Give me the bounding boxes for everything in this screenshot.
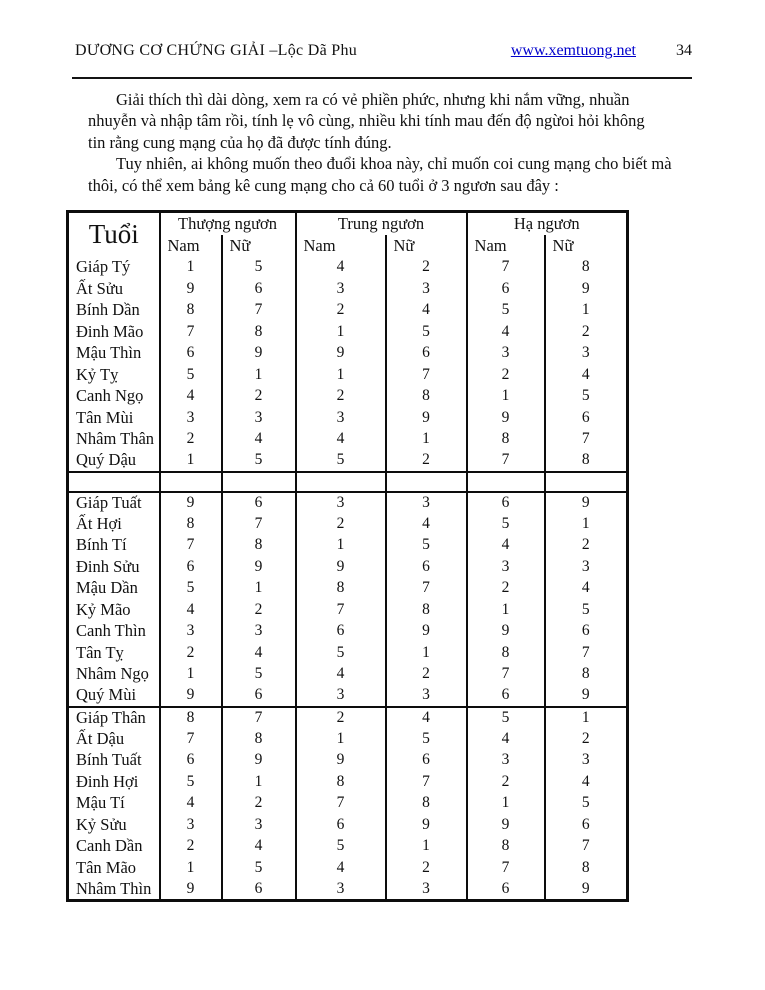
value-cell: 1 (545, 300, 628, 322)
value-cell: 6 (545, 814, 628, 836)
value-cell: 4 (545, 364, 628, 386)
year-cell: Tân Mão (68, 857, 160, 879)
value-cell: 9 (222, 556, 296, 578)
value-cell: 3 (545, 750, 628, 772)
year-cell: Tân Tỵ (68, 642, 160, 664)
value-cell: 8 (386, 793, 467, 815)
value-cell: 5 (160, 364, 222, 386)
value-cell: 1 (160, 257, 222, 279)
value-cell: 4 (222, 836, 296, 858)
value-cell: 2 (296, 386, 386, 408)
table-row (68, 664, 628, 686)
year-cell: Nhâm Ngọ (68, 664, 160, 686)
table-head (68, 212, 628, 257)
year-cell: Nhâm Thân (68, 429, 160, 451)
value-cell: 5 (222, 857, 296, 879)
table-body (68, 257, 628, 901)
value-cell: 7 (467, 857, 545, 879)
table-row (68, 707, 628, 729)
value-cell: 5 (160, 771, 222, 793)
table-row (68, 321, 628, 343)
value-cell: 8 (222, 535, 296, 557)
table-row (68, 386, 628, 408)
value-cell: 6 (386, 343, 467, 365)
value-cell: 8 (296, 771, 386, 793)
paragraph-1-line-1: Giải thích thì dài dòng, xem ra có vẻ phiền phức, nhưng khi nắm vững, nhuần (116, 90, 630, 109)
value-cell: 9 (296, 556, 386, 578)
value-cell: 6 (160, 750, 222, 772)
value-cell: 1 (467, 386, 545, 408)
nam-header: Nam (467, 235, 545, 257)
value-cell: 2 (222, 386, 296, 408)
table-row (68, 429, 628, 451)
spacer-cell (296, 472, 386, 492)
value-cell: 3 (545, 556, 628, 578)
year-cell: Mậu Thìn (68, 343, 160, 365)
value-cell: 8 (386, 599, 467, 621)
year-cell: Canh Dần (68, 836, 160, 858)
table-row (68, 836, 628, 858)
value-cell: 7 (160, 321, 222, 343)
value-cell: 7 (545, 429, 628, 451)
year-cell: Bính Tuất (68, 750, 160, 772)
value-cell: 4 (467, 728, 545, 750)
value-cell: 5 (160, 578, 222, 600)
year-cell: Nhâm Thìn (68, 879, 160, 901)
value-cell: 8 (222, 321, 296, 343)
value-cell: 4 (545, 578, 628, 600)
year-cell: Kỷ Tỵ (68, 364, 160, 386)
value-cell: 6 (467, 492, 545, 514)
spacer-cell (545, 472, 628, 492)
table-row (68, 407, 628, 429)
value-cell: 8 (467, 836, 545, 858)
value-cell: 2 (386, 257, 467, 279)
value-cell: 3 (160, 814, 222, 836)
value-cell: 9 (467, 814, 545, 836)
value-cell: 9 (467, 407, 545, 429)
value-cell: 1 (296, 535, 386, 557)
nu-header: Nữ (386, 235, 467, 257)
value-cell: 6 (545, 407, 628, 429)
year-cell: Canh Thìn (68, 621, 160, 643)
value-cell: 1 (160, 857, 222, 879)
value-cell: 5 (222, 257, 296, 279)
value-cell: 2 (467, 364, 545, 386)
value-cell: 6 (545, 621, 628, 643)
paragraph-1-line-2: nhuyễn và nhập tâm rồi, tính lẹ vô cùng, nhiều khi tính mau đến độ ngừoi hỏi không (88, 111, 645, 131)
value-cell: 7 (160, 728, 222, 750)
table-row (68, 535, 628, 557)
value-cell: 2 (296, 707, 386, 729)
value-cell: 5 (222, 450, 296, 472)
age-column-header: Tuổi (68, 212, 160, 257)
value-cell: 1 (386, 429, 467, 451)
value-cell: 8 (545, 257, 628, 279)
value-cell: 2 (386, 450, 467, 472)
value-cell: 5 (222, 664, 296, 686)
table-row (68, 599, 628, 621)
value-cell: 9 (160, 492, 222, 514)
value-cell: 5 (386, 535, 467, 557)
value-cell: 4 (467, 535, 545, 557)
value-cell: 9 (545, 278, 628, 300)
value-cell: 3 (296, 492, 386, 514)
table-row (68, 879, 628, 901)
value-cell: 5 (296, 450, 386, 472)
year-cell: Ất Sửu (68, 278, 160, 300)
year-cell: Kỷ Sửu (68, 814, 160, 836)
value-cell: 9 (160, 685, 222, 707)
value-cell: 8 (545, 857, 628, 879)
value-cell: 6 (386, 556, 467, 578)
nam-header: Nam (296, 235, 386, 257)
value-cell: 6 (222, 278, 296, 300)
value-cell: 7 (222, 513, 296, 535)
year-cell: Giáp Tuất (68, 492, 160, 514)
value-cell: 9 (386, 814, 467, 836)
year-cell: Ất Dậu (68, 728, 160, 750)
value-cell: 3 (545, 343, 628, 365)
table-row (68, 343, 628, 365)
value-cell: 9 (160, 879, 222, 901)
value-cell: 9 (545, 685, 628, 707)
value-cell: 3 (296, 407, 386, 429)
paragraph-2-line-2: thôi, có thể xem bảng kê cung mạng cho cả 60 tuổi ở 3 ngươn sau đây : (88, 175, 559, 195)
value-cell: 3 (467, 343, 545, 365)
year-cell: Mậu Tí (68, 793, 160, 815)
value-cell: 9 (160, 278, 222, 300)
table-row (68, 556, 628, 578)
value-cell: 6 (160, 556, 222, 578)
value-cell: 8 (160, 707, 222, 729)
value-cell: 2 (222, 599, 296, 621)
value-cell: 1 (222, 364, 296, 386)
group-header-row (68, 212, 628, 235)
value-cell: 9 (545, 492, 628, 514)
year-cell: Ất Hợi (68, 513, 160, 535)
value-cell: 6 (222, 879, 296, 901)
value-cell: 8 (222, 728, 296, 750)
value-cell: 4 (386, 300, 467, 322)
value-cell: 7 (386, 771, 467, 793)
value-cell: 7 (296, 599, 386, 621)
ha-nguon-header: Hạ ngươn (467, 212, 628, 235)
year-cell: Quý Mùi (68, 685, 160, 707)
value-cell: 1 (296, 321, 386, 343)
table-row (68, 300, 628, 322)
value-cell: 4 (160, 386, 222, 408)
value-cell: 5 (467, 300, 545, 322)
value-cell: 4 (545, 771, 628, 793)
page-header (75, 42, 692, 60)
table-row (68, 814, 628, 836)
value-cell: 8 (160, 513, 222, 535)
table-row (68, 685, 628, 707)
value-cell: 6 (160, 343, 222, 365)
year-cell: Đinh Mão (68, 321, 160, 343)
value-cell: 1 (222, 578, 296, 600)
table-row (68, 278, 628, 300)
value-cell: 1 (160, 664, 222, 686)
value-cell: 6 (467, 685, 545, 707)
value-cell: 1 (222, 771, 296, 793)
trung-nguon-header: Trung ngươn (296, 212, 467, 235)
value-cell: 3 (222, 407, 296, 429)
value-cell: 4 (296, 429, 386, 451)
value-cell: 2 (386, 664, 467, 686)
table-row (68, 793, 628, 815)
value-cell: 4 (296, 664, 386, 686)
table-row (68, 578, 628, 600)
year-cell: Tân Mùi (68, 407, 160, 429)
value-cell: 1 (386, 642, 467, 664)
thuong-nguon-header: Thượng ngươn (160, 212, 296, 235)
value-cell: 2 (296, 513, 386, 535)
year-cell: Đinh Hợi (68, 771, 160, 793)
value-cell: 1 (296, 728, 386, 750)
value-cell: 9 (296, 750, 386, 772)
value-cell: 2 (545, 535, 628, 557)
value-cell: 3 (222, 814, 296, 836)
value-cell: 8 (160, 300, 222, 322)
spacer-cell (160, 472, 222, 492)
table-row (68, 513, 628, 535)
value-cell: 4 (160, 599, 222, 621)
spacer-cell (467, 472, 545, 492)
value-cell: 9 (545, 879, 628, 901)
value-cell: 8 (545, 664, 628, 686)
table-row (68, 364, 628, 386)
spacer-cell (222, 472, 296, 492)
value-cell: 1 (160, 450, 222, 472)
value-cell: 4 (222, 429, 296, 451)
year-cell: Kỷ Mão (68, 599, 160, 621)
value-cell: 5 (545, 386, 628, 408)
header-divider (72, 77, 692, 79)
year-cell: Quý Dậu (68, 450, 160, 472)
value-cell: 4 (386, 513, 467, 535)
value-cell: 2 (545, 728, 628, 750)
value-cell: 2 (386, 857, 467, 879)
value-cell: 5 (545, 793, 628, 815)
value-cell: 5 (545, 599, 628, 621)
paragraph-1-line-3: tin rằng cung mạng của họ đã được tính đúng. (88, 132, 392, 152)
value-cell: 3 (467, 750, 545, 772)
year-cell: Mậu Dần (68, 578, 160, 600)
value-cell: 8 (296, 578, 386, 600)
nam-header: Nam (160, 235, 222, 257)
value-cell: 3 (296, 278, 386, 300)
value-cell: 9 (222, 343, 296, 365)
value-cell: 3 (296, 685, 386, 707)
value-cell: 1 (386, 836, 467, 858)
table-row (68, 621, 628, 643)
nu-header: Nữ (222, 235, 296, 257)
value-cell: 7 (467, 257, 545, 279)
value-cell: 7 (296, 793, 386, 815)
value-cell: 3 (386, 278, 467, 300)
nu-header: Nữ (545, 235, 628, 257)
value-cell: 6 (386, 750, 467, 772)
value-cell: 9 (222, 750, 296, 772)
value-cell: 1 (545, 513, 628, 535)
value-cell: 4 (386, 707, 467, 729)
spacer-cell (386, 472, 467, 492)
table-row (68, 257, 628, 279)
year-cell: Bính Dần (68, 300, 160, 322)
value-cell: 2 (467, 771, 545, 793)
value-cell: 2 (160, 429, 222, 451)
value-cell: 7 (467, 450, 545, 472)
value-cell: 6 (222, 492, 296, 514)
value-cell: 1 (296, 364, 386, 386)
cung-mang-table (66, 210, 629, 902)
table-row (68, 450, 628, 472)
paragraph-2-line-1: Tuy nhiên, ai không muốn theo đuổi khoa này, chỉ muốn coi cung mạng cho biết mà (116, 154, 672, 174)
value-cell: 9 (386, 621, 467, 643)
value-cell: 4 (222, 642, 296, 664)
header-right (511, 42, 692, 60)
table-row (68, 492, 628, 514)
value-cell: 3 (386, 492, 467, 514)
spacer-row (68, 472, 628, 492)
value-cell: 2 (467, 578, 545, 600)
value-cell: 7 (386, 578, 467, 600)
value-cell: 6 (296, 621, 386, 643)
value-cell: 7 (160, 535, 222, 557)
table-row (68, 642, 628, 664)
table-row (68, 728, 628, 750)
value-cell: 6 (467, 879, 545, 901)
year-cell: Giáp Thân (68, 707, 160, 729)
value-cell: 2 (545, 321, 628, 343)
spacer-cell (68, 472, 160, 492)
value-cell: 7 (545, 642, 628, 664)
value-cell: 6 (467, 278, 545, 300)
value-cell: 5 (296, 642, 386, 664)
value-cell: 8 (386, 386, 467, 408)
page-number: 34 (676, 42, 692, 59)
value-cell: 4 (296, 857, 386, 879)
value-cell: 2 (160, 836, 222, 858)
value-cell: 6 (222, 685, 296, 707)
value-cell: 5 (296, 836, 386, 858)
value-cell: 8 (467, 642, 545, 664)
value-cell: 1 (467, 793, 545, 815)
table-row (68, 771, 628, 793)
value-cell: 3 (467, 556, 545, 578)
value-cell: 4 (160, 793, 222, 815)
value-cell: 3 (386, 879, 467, 901)
value-cell: 2 (160, 642, 222, 664)
value-cell: 8 (545, 450, 628, 472)
table-row (68, 857, 628, 879)
value-cell: 5 (467, 513, 545, 535)
table-row (68, 750, 628, 772)
value-cell: 3 (160, 621, 222, 643)
value-cell: 9 (386, 407, 467, 429)
value-cell: 6 (296, 814, 386, 836)
value-cell: 9 (467, 621, 545, 643)
value-cell: 1 (545, 707, 628, 729)
value-cell: 5 (386, 321, 467, 343)
document-title: DƯƠNG CƠ CHỨNG GIẢI –Lộc Dã Phu (75, 42, 358, 59)
website-link[interactable]: www.xemtuong.net (510, 42, 636, 59)
value-cell: 3 (386, 685, 467, 707)
value-cell: 8 (467, 429, 545, 451)
year-cell: Canh Ngọ (68, 386, 160, 408)
value-cell: 2 (222, 793, 296, 815)
value-cell: 5 (467, 707, 545, 729)
value-cell: 4 (296, 257, 386, 279)
value-cell: 7 (386, 364, 467, 386)
value-cell: 7 (545, 836, 628, 858)
value-cell: 7 (467, 664, 545, 686)
value-cell: 3 (296, 879, 386, 901)
value-cell: 7 (222, 707, 296, 729)
year-cell: Giáp Tý (68, 257, 160, 279)
value-cell: 5 (386, 728, 467, 750)
value-cell: 9 (296, 343, 386, 365)
value-cell: 4 (467, 321, 545, 343)
body-text (88, 89, 708, 196)
year-cell: Bính Tí (68, 535, 160, 557)
value-cell: 7 (222, 300, 296, 322)
year-cell: Đinh Sửu (68, 556, 160, 578)
value-cell: 3 (222, 621, 296, 643)
value-cell: 2 (296, 300, 386, 322)
value-cell: 3 (160, 407, 222, 429)
value-cell: 1 (467, 599, 545, 621)
